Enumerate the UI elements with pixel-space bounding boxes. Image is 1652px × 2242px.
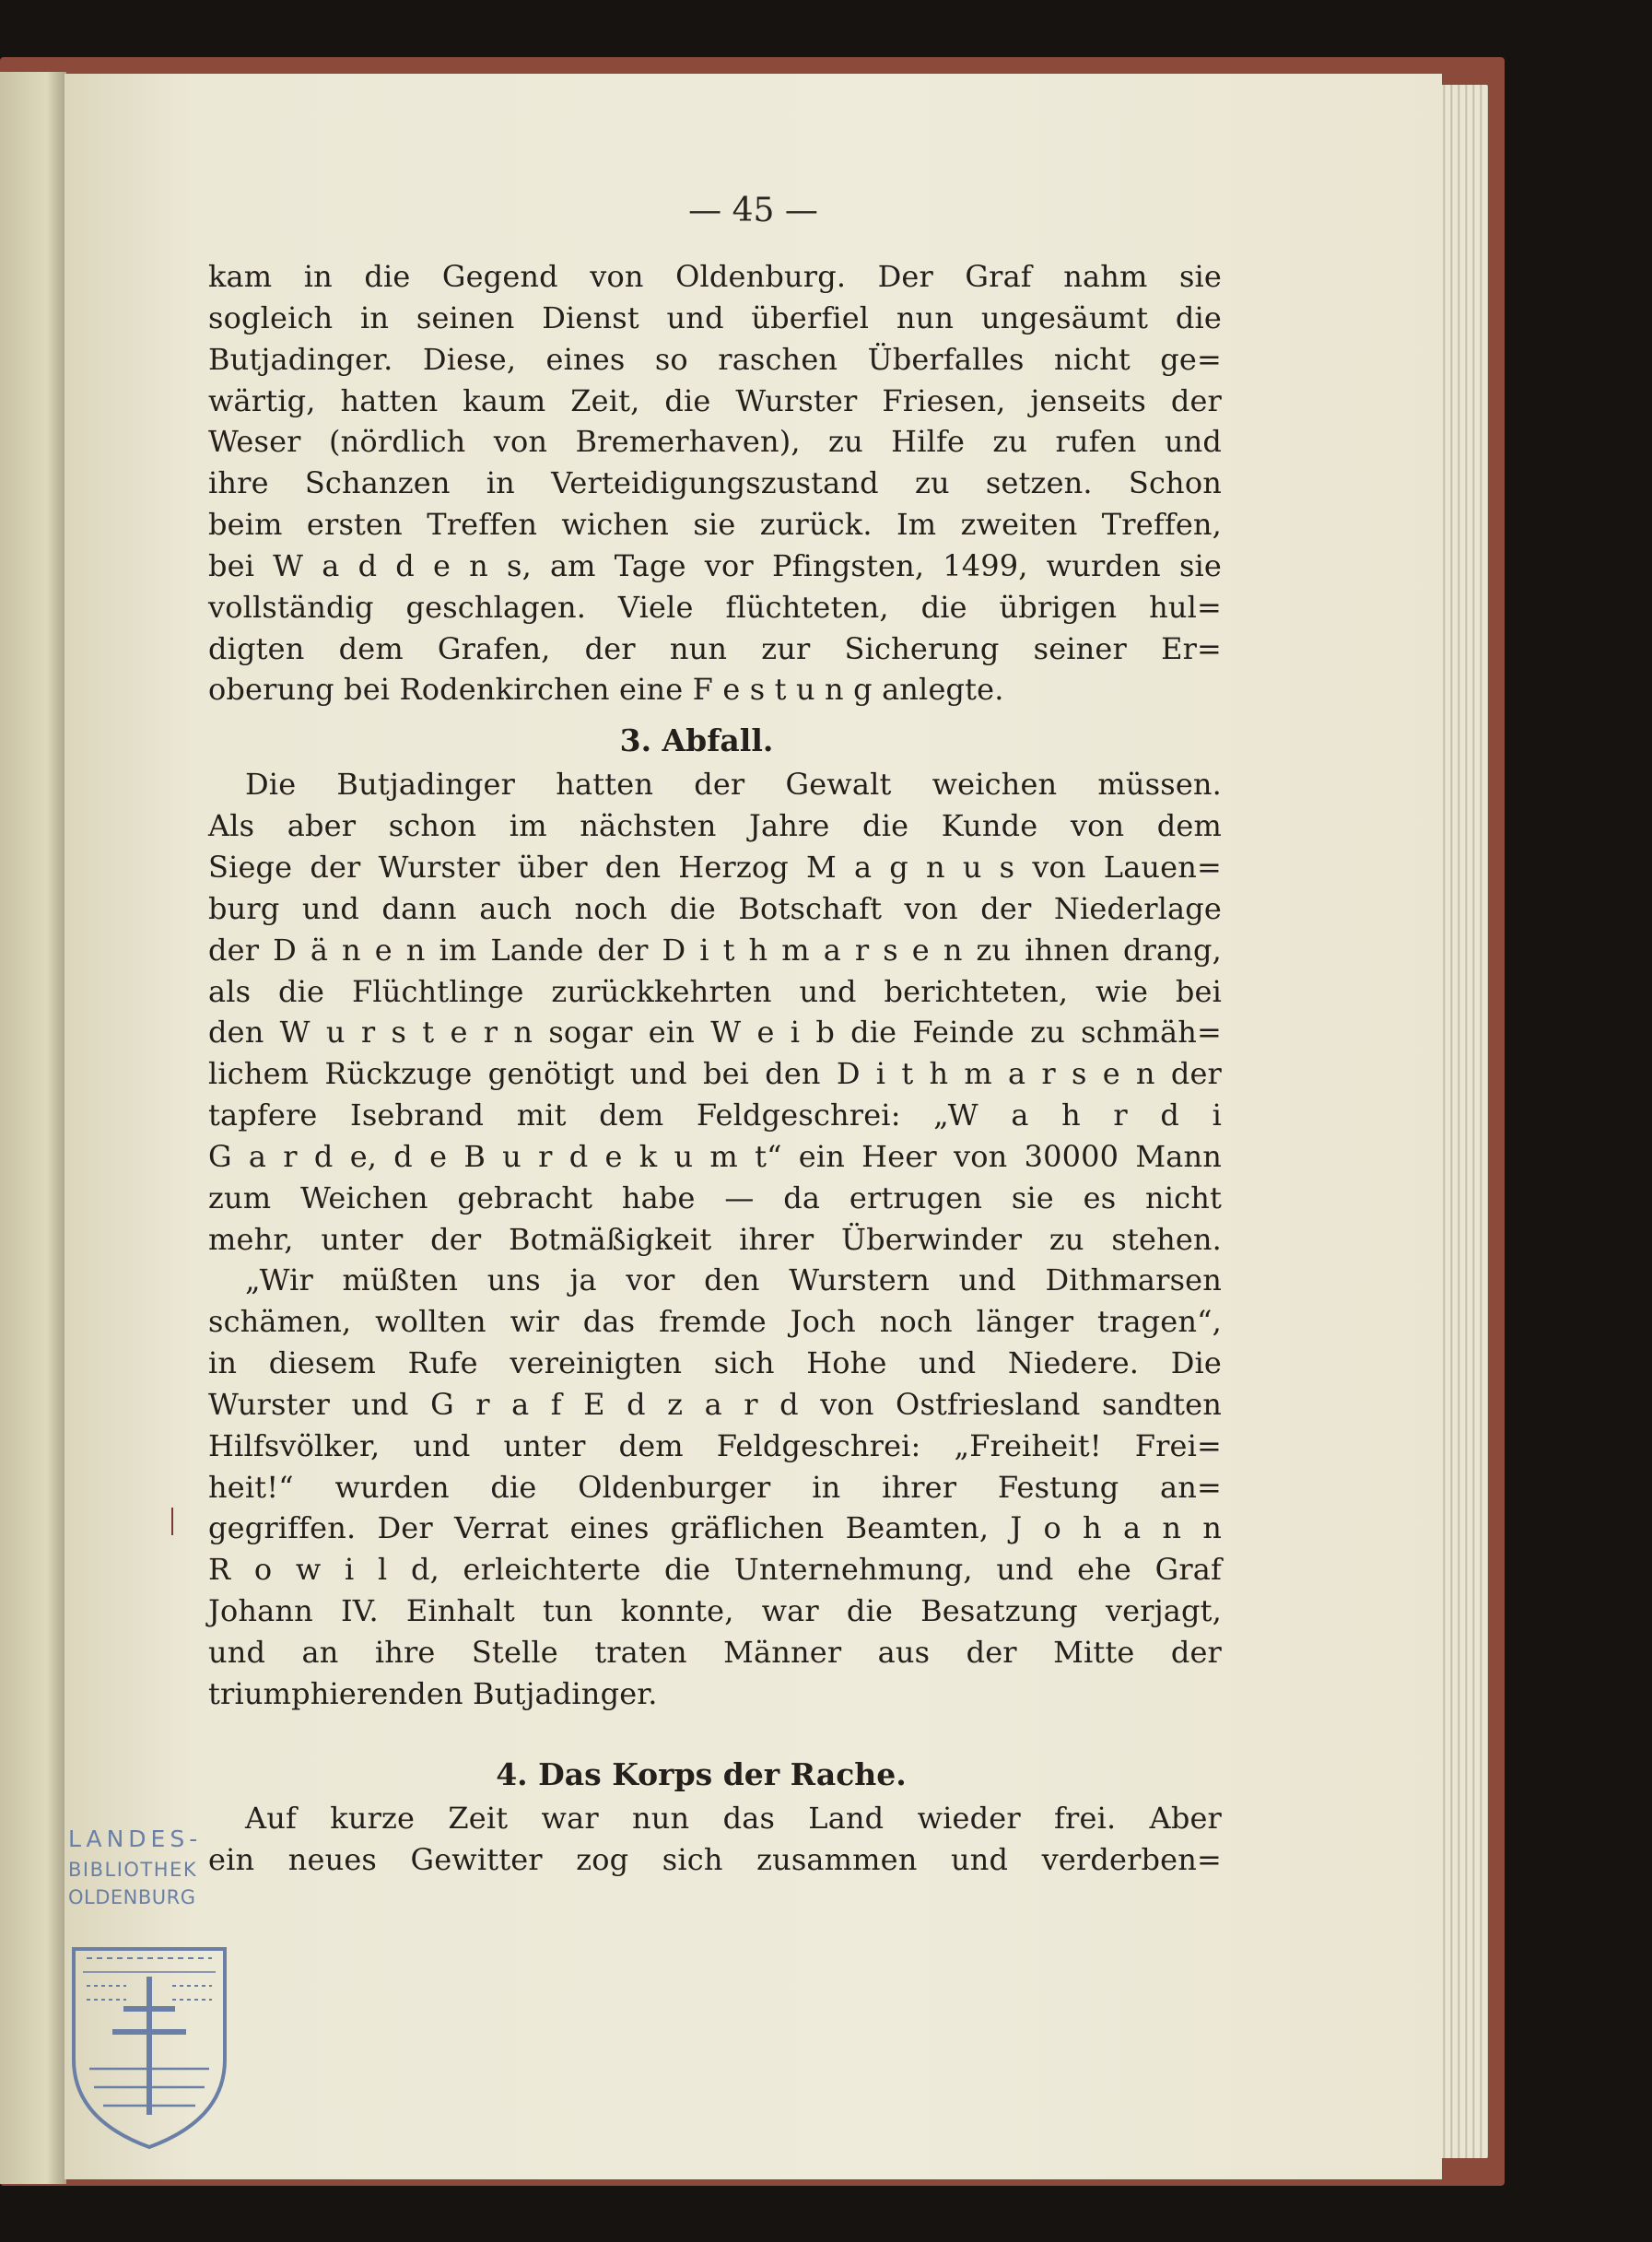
text-line: gegriffen. Der Verrat eines gräflichen Beamten, J o h a n n: [208, 1510, 1222, 1546]
text-line: in diesem Rufe vereinigten sich Hohe und Niedere. Die: [208, 1345, 1222, 1381]
text-line: G a r d e, d e B u r d e k u m t“ ein Heer von 30000 Mann: [208, 1138, 1222, 1174]
text-line: den W u r s t e r n sogar ein W e i b die Feinde zu schmäh=: [208, 1015, 1222, 1051]
stamp-text-line3: OLDENBURG: [68, 1886, 196, 1908]
text-line: oberung bei Rodenkirchen eine F e s t u n g anlegte.: [208, 672, 1004, 708]
text-line: Weser (nördlich von Bremerhaven), zu Hilfe zu rufen und: [208, 424, 1222, 460]
shield-icon: [66, 1931, 232, 2152]
text-line: ein neues Gewitter zog sich zusammen und verderben=: [208, 1841, 1222, 1877]
page-mark: [171, 1508, 173, 1535]
text-line: bei W a d d e n s, am Tage vor Pfingsten, 1499, wurden sie: [208, 547, 1222, 583]
section-heading-4: 4. Das Korps der Rache.: [496, 1755, 907, 1792]
previous-page-edge: [0, 72, 66, 2184]
text-line: kam in die Gegend von Oldenburg. Der Graf nahm sie: [208, 259, 1222, 294]
page-number: — 45 —: [688, 192, 818, 229]
text-line: R o w i l d, erleichterte die Unternehmung, und ehe Graf: [208, 1552, 1222, 1588]
book-page: [64, 74, 1442, 2179]
text-line: „Wir müßten uns ja vor den Wurstern und Dithmarsen: [245, 1262, 1222, 1298]
text-line: digten dem Grafen, der nun zur Sicherung seiner Er=: [208, 630, 1222, 666]
text-line: Butjadinger. Diese, eines so raschen Überfalles nicht ge=: [208, 341, 1222, 377]
text-line: triumphierenden Butjadinger.: [208, 1675, 658, 1711]
text-line: als die Flüchtlinge zurückkehrten und berichteten, wie bei: [208, 973, 1222, 1009]
text-line: zum Weichen gebracht habe — da ertrugen sie es nicht: [208, 1180, 1222, 1215]
text-line: vollständig geschlagen. Viele flüchteten, die übrigen hul=: [208, 589, 1222, 625]
text-line: tapfere Isebrand mit dem Feldgeschrei: „W a h r d i: [208, 1098, 1222, 1133]
library-stamp: [66, 1827, 237, 2159]
text-line: Wurster und G r a f E d z a r d von Ostfriesland sandten: [208, 1386, 1222, 1422]
text-line: lichem Rückzuge genötigt und bei den D i t h m a r s e n der: [208, 1056, 1222, 1092]
text-line: Auf kurze Zeit war nun das Land wieder frei. Aber: [245, 1800, 1222, 1836]
section-heading-3: 3. Abfall.: [619, 722, 774, 759]
text-line: Als aber schon im nächsten Jahre die Kunde von dem: [208, 808, 1222, 844]
text-line: heit!“ wurden die Oldenburger in ihrer Festung an=: [208, 1469, 1222, 1505]
text-line: beim ersten Treffen wichen sie zurück. Im zweiten Treffen,: [208, 507, 1222, 543]
text-line: wärtig, hatten kaum Zeit, die Wurster Friesen, jenseits der: [208, 382, 1222, 418]
page-text: [208, 256, 1222, 1880]
text-line: Siege der Wurster über den Herzog M a g n u s von Lauen=: [208, 849, 1222, 885]
text-line: burg und dann auch noch die Botschaft von der Niederlage: [208, 890, 1222, 926]
text-line: der D ä n e n im Lande der D i t h m a r s e n zu ihnen drang,: [208, 932, 1222, 968]
text-line: und an ihre Stelle traten Männer aus der Mitte der: [208, 1635, 1222, 1670]
stamp-text-line1: LANDES-: [68, 1825, 203, 1852]
text-line: ihre Schanzen in Verteidigungszustand zu setzen. Schon: [208, 465, 1222, 501]
text-line: mehr, unter der Botmäßigkeit ihrer Überwinder zu stehen.: [208, 1221, 1222, 1257]
stamp-text-line2: BIBLIOTHEK: [68, 1859, 198, 1881]
text-line: Johann IV. Einhalt tun konnte, war die Besatzung verjagt,: [208, 1593, 1222, 1629]
text-line: Hilfsvölker, und unter dem Feldgeschrei: „Freiheit! Frei=: [208, 1427, 1222, 1463]
text-line: schämen, wollten wir das fremde Joch noch länger tragen“,: [208, 1304, 1222, 1340]
text-line: Die Butjadinger hatten der Gewalt weichen müssen.: [245, 767, 1222, 803]
text-line: sogleich in seinen Dienst und überfiel nun ungesäumt die: [208, 299, 1222, 335]
